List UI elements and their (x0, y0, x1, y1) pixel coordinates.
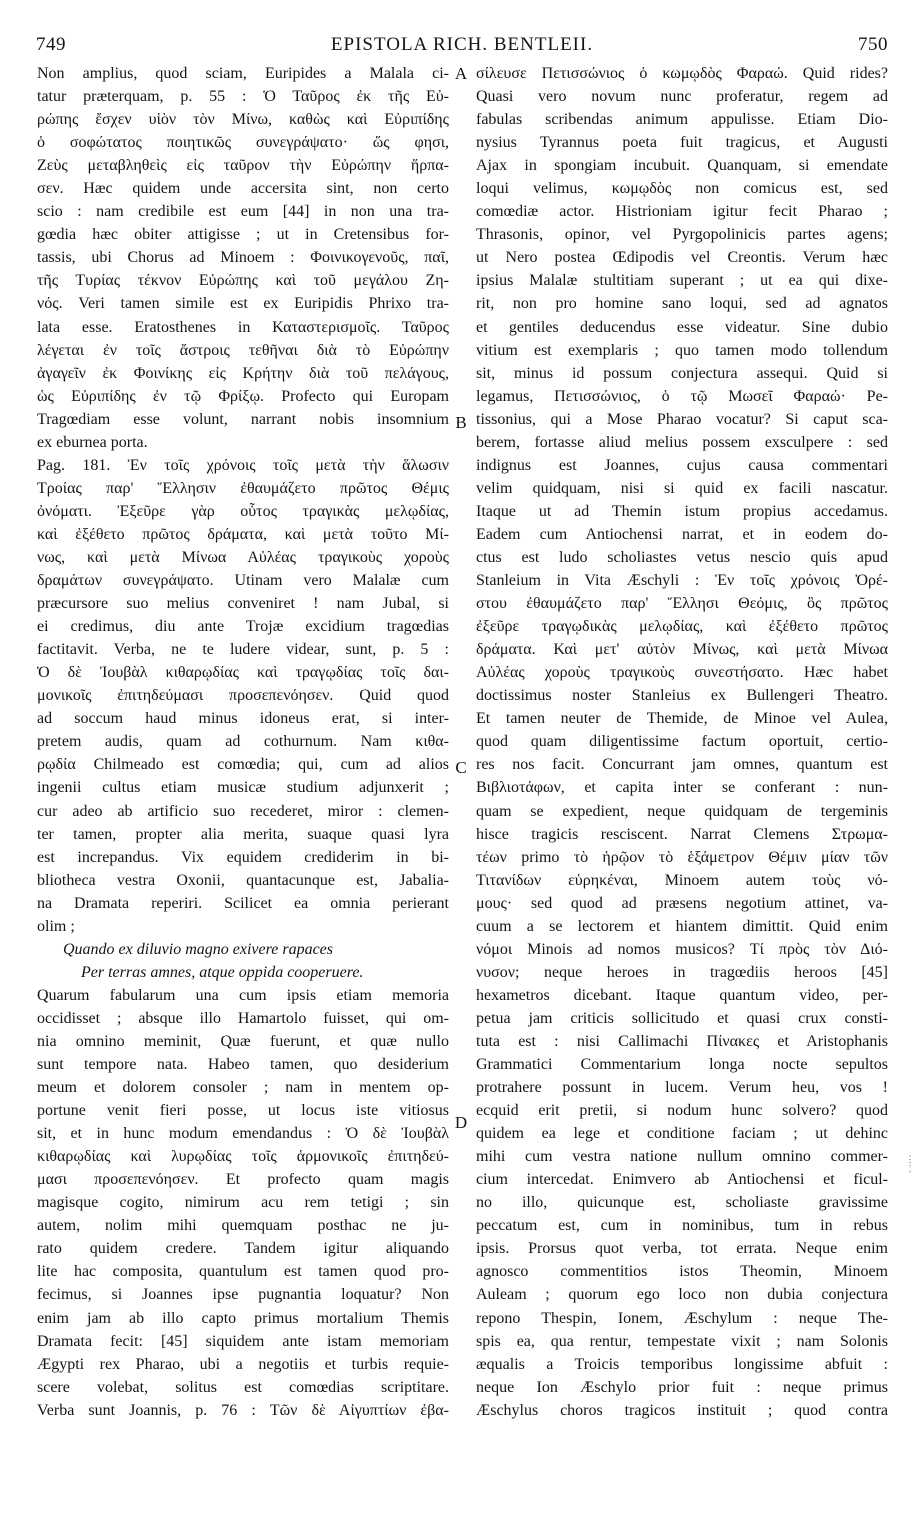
text-line: Thrasonis, opinor, vel Pyrgopolinicis partes agens; (476, 226, 888, 244)
text-line: protrahere possunt in lucem. Verum heu, vos ! (476, 1079, 888, 1097)
text-line: repono Thespin, Ionem, Æschylum : neque The- (476, 1309, 888, 1327)
text-line: scio : nam credibile est eum [44] in non una tra- (37, 203, 449, 221)
text-line: quidem ea lege et conditione faciam ; ut dehinc (476, 1125, 888, 1143)
section-mark-d: D (454, 1113, 468, 1132)
text-line: κιθαρῳδίας καὶ λυρῳδίας τοῖς ἁρμονικοῖς ἐπιτηδεύ- (37, 1148, 449, 1166)
text-line: ipsis. Prorsus quot verba, tot errata. Neque enim (476, 1240, 888, 1258)
page-number-right: 750 (858, 34, 888, 55)
text-line: νός. Veri tamen simile est ex Euripidis Phrixo tra- (37, 295, 449, 313)
text-line: et gentiles deducendus esse videatur. Sine dubio (476, 318, 888, 336)
text-line: præcursore suo melius conveniret ! nam Jubal, si (37, 595, 449, 613)
text-line: portune venit fieri posse, ut locus iste vitiosus (37, 1102, 449, 1120)
section-mark-c: C (455, 758, 467, 777)
text-line: ὡς Εὐριπίδης ἐν τῷ Φρίξῳ. Profecto qui Europam (37, 387, 449, 405)
text-line: enim jam ab illo capto primus mortalium Themis (37, 1309, 449, 1327)
text-line: Grammatici Commentarium longa nocte sepultos (476, 1056, 888, 1074)
text-line: σεν. Hæc quidem unde accersita sint, non certo (37, 180, 449, 198)
text-line: loqui velimus, κωμῳδὸς non comicus est, sed (476, 180, 888, 198)
text-line: λέγεται ἐν τοῖς ἄστροις τεθῆναι διὰ τὸ Εὐρώπην (37, 341, 449, 359)
text-line: Ζεὺς μεταβληθεὶς εἰς ταῦρον τὴν Εὐρώπην ἥρπα- (37, 157, 449, 175)
text-line: ἀγαγεῖν ἐκ Φοινίκης εἰς Κρήτην διὰ τοῦ πελάγους, (37, 364, 449, 382)
text-line: Itaque ut ad Themin istum propius accedamus. (476, 502, 888, 520)
text-line: æqualis a Troicis temporibus longissime abfuit : (476, 1355, 888, 1373)
text-line: scere volebat, solitus est comœdias scriptitare. (37, 1378, 449, 1396)
text-line: νυσον; neque heroes in tragœdiis heroos [45] (476, 963, 888, 981)
text-line: Dramata fecit: [45] siquidem ante istam memoriam (37, 1332, 449, 1350)
text-line: no illo, quicunque est, scholiaste gravissime (476, 1194, 888, 1212)
text-line: στου ἐθαυμάζετο παρ' Ἕλλησι Θεόμις, ὃς πρῶτος (476, 595, 888, 613)
text-line: ex eburnea porta. (37, 433, 148, 451)
text-line: ἐξεῦρε τραγῳδικὰς μελῳδίας, καὶ ἐξέθετο πρῶτος (476, 618, 888, 636)
text-line: neque Ion Æschylo prior fuit : neque primus (476, 1378, 888, 1396)
text-line: Ajax in spongiam incubuit. Quanquam, si emendate (476, 157, 888, 175)
text-line: tuta est : nisi Callimachi Πίνακες et Aristophanis (476, 1032, 888, 1050)
text-line: magisque cogito, nimirum acu rem tetigi ; sin (37, 1194, 449, 1212)
text-line: Ægypti rex Pharao, ubi a negotiis et turbis requie- (37, 1355, 449, 1373)
text-line: Αὐλέας χοροὺς τραγικοὺς συνεστήσατο. Hæc habet (476, 664, 888, 682)
page-number-left: 749 (36, 34, 66, 55)
text-line: tatur præterquam, p. 55 : Ὁ Ταῦρος ἐκ τῆς Εὐ- (37, 88, 449, 106)
text-line: ingenii cultus etiam musicæ studium adjunxerit ; (37, 779, 449, 797)
text-line: Non amplius, quod sciam, Euripides a Malala ci- (37, 65, 449, 82)
text-line: mihi cum vestra natione nullum omnino commer- (476, 1148, 888, 1166)
text-line: sunt tempore nata. Habeo tamen, quo desiderium (37, 1056, 449, 1074)
text-line: cur adeo ab artificio suo recederet, miror : clemen- (37, 802, 449, 820)
text-line: Æschylus choros tragicos instituit ; quod contra (476, 1401, 888, 1419)
text-line: fecimus, si Joannes ipse pugnantia loquatur? Non (37, 1286, 449, 1304)
text-line: tissonius, qui a Mose Pharao vocatur? Si caput sca- (476, 410, 888, 428)
text-line: velim quidquam, nisi si quid ex facili nascatur. (476, 479, 888, 497)
text-line: τέων primo τὸ ἡρῷον τὸ ἑξάμετρον Θέμιν μίαν τῶν (476, 848, 888, 866)
page-header (36, 34, 888, 58)
text-line: sit, et in hunc modum emendandus : Ὁ δὲ Ἰουβὰλ (37, 1125, 449, 1143)
text-line: hexametros dicebant. Itaque quantum video, per- (476, 986, 888, 1004)
text-line: vitium est exemplaris ; quo tamen modo tollendum (476, 341, 888, 359)
text-line: ctus est ludo scholiastes vetus nescio quis apud (476, 548, 888, 566)
text-line: peccatum est, cum in nominibus, tum in rebus (476, 1217, 888, 1235)
text-line: agnosco commentitios istos Theomin, Minoem (476, 1263, 888, 1281)
text-line: Τροίας παρ' Ἕλλησιν ἐθαυμάζετο πρῶτος Θέμις (37, 479, 449, 497)
text-line: nia omnino meminit, Quæ fuerunt, et quæ nullo (37, 1032, 449, 1050)
text-line: occidisset ; absque illo Hamartolo fuisset, qui om- (37, 1009, 449, 1027)
section-mark-b: B (455, 413, 467, 432)
text-line: δράματα. Καὶ μετ' αὐτὸν Μίνως, καὶ μετὰ Μίνωα (476, 641, 888, 659)
text-line: petua jam criticis sollicitudo et quasi crux consti- (476, 1009, 888, 1027)
text-line: autem, nolim mihi quemquam posthac ne ju- (37, 1217, 449, 1235)
text-line: δραμάτων συνεγράψατο. Utinam vero Malalæ cum (37, 572, 449, 590)
text-line: na Dramata reperiri. Scilicet ea omnia perierant (37, 894, 449, 912)
text-line: Τιτανίδων εὑρηκέναι, Minoem autem τοὺς νό- (476, 871, 888, 889)
text-line: ad soccum haud minus idoneus erat, si inter- (37, 710, 449, 728)
text-line: ὁ σοφώτατος ποιητικῶς συνεγράψατο· ὥς φησι, (37, 134, 449, 152)
text-line: meum et dolorem consoler ; nam in mentem op- (37, 1079, 449, 1097)
text-line: quod quam diligentissime factum oportuit, certio- (476, 733, 888, 751)
text-line: factitavit. Verba, ne te ludere videar, sunt, p. 5 : (37, 641, 449, 659)
text-line: gœdia hæc obiter attigisse ; ut in Cretensibus for- (37, 226, 449, 244)
text-line: σίλευσε Πετισσώνιος ὁ κωμῳδὸς Φαραώ. Quid rides? (476, 65, 888, 82)
text-line: ecquid erit pretii, si nodum hunc solvero? quod (476, 1102, 888, 1120)
text-line: rit, non pro homine sano loqui, sed ad agnatos (476, 295, 888, 313)
text-line: cuum a se lectorem et hiantem dimittit. Quid enim (476, 917, 888, 935)
text-line: spis ea, qua rentur, tempestate vixit ; nam Solonis (476, 1332, 888, 1350)
text-line: ter tamen, propter alia merita, suaque quasi lyra (37, 825, 449, 843)
left-column (37, 62, 449, 1422)
text-line: olim ; (37, 917, 75, 935)
text-line: νως, καὶ μετὰ Μίνωα Αὐλέας τραγικοὺς χοροὺς (37, 548, 449, 566)
text-line: ρῳδία Chilmeado est comœdia; qui, cum ad alios (37, 756, 449, 774)
text-line: καὶ ἐξέθετο πρῶτος δράματα, καὶ μετὰ τοῦτο Μί- (37, 525, 449, 543)
text-line: Tragœdiam esse volunt, narrant nobis insomnium (37, 410, 449, 428)
text-line: berem, fortasse aliud melius possem exsculpere : sed (476, 433, 888, 451)
text-line: ρώπης ἔσχεν υἱὸν τὸν Μίνω, καθὼς καὶ Εὐριπίδης (37, 111, 449, 129)
section-mark-a: A (454, 64, 468, 83)
text-line: μονικοῖς ἐπιτηδεύμασι προσεπενόησεν. Quid quod (37, 687, 449, 705)
text-line: quam se expedient, neque quidquam de tergeminis (476, 802, 888, 820)
text-line: Βιβλιοτάφων, et capita inter se conferant : nun- (476, 779, 888, 797)
text-line: hisce tragicis resciscent. Narrat Clemens Στρωμα- (476, 825, 888, 843)
text-line: pretem audis, quam ad cothurnum. Nam κιθα- (37, 733, 449, 751)
text-line: Et tamen neuter de Themide, de Minoe vel Aulea, (476, 710, 888, 728)
text-line: cium intercedat. Enimvero ab Antiochensi et ficul- (476, 1171, 888, 1189)
text-line: nysius Tyrannus poeta fuit tragicus, et Augusti (476, 134, 888, 152)
text-line: μασι προσεπενόησεν. Et profecto quam magis (37, 1171, 449, 1189)
text-line: tassis, ubi Chorus ad Minoem : Φοινικογενοῦς, παῖ, (37, 249, 449, 267)
text-line: ipsius Malalæ stultitiam superant ; ut ea qui dixe- (476, 272, 888, 290)
margin-note: ⋮ ¦ (905, 1154, 915, 1173)
text-line: doctissimus noster Stanleius ex Bullengeri Theatro. (476, 687, 888, 705)
text-line: fabulas scribendas animum appulisse. Etiam Dio- (476, 111, 888, 129)
text-line: Auleam ; quorum ego loco non dubia conjectura (476, 1286, 888, 1304)
text-line: sit, minus id possum conjectura assequi. Quid si (476, 364, 888, 382)
running-title: EPISTOLA RICH. BENTLEII. (330, 34, 594, 55)
text-line: Per terras amnes, atque oppida cooperuere. (81, 963, 364, 981)
text-line: lite hac composita, quantulum est tamen quod pro- (37, 1263, 449, 1281)
text-line: Quasi vero novum nunc proferatur, regem ad (476, 88, 888, 106)
right-column (476, 62, 888, 1422)
text-line: Eadem cum Antiochensi narrat, et in eodem do- (476, 525, 888, 543)
text-line: τῆς Τυρίας τέκνον Εὐρώπης καὶ τοῦ μεγάλου Ζη- (37, 272, 449, 290)
text-line: ὀνόματι. Ἐξεῦρε γὰρ οὗτος τραγικὰς μελῳδίας, (37, 502, 449, 520)
text-line: indignus est Joannes, cujus causa commentari (476, 456, 888, 474)
text-line: ut Nero postea Œdipodis vel Creontis. Verum hæc (476, 249, 888, 267)
text-line: legamus, Πετισσώνιος, ὁ τῷ Μωσεῖ Φαραώ· Pe- (476, 387, 888, 405)
text-line: Quando ex diluvio magno exivere rapaces (63, 940, 333, 958)
text-line: Stanleium in Vita Æschyli : Ἐν τοῖς χρόνοις Ὀρέ- (476, 572, 888, 590)
text-line: lata esse. Eratosthenes in Καταστερισμοῖς. Ταῦρος (37, 318, 449, 336)
text-line: μους· sed quod ad præsens negotium attinet, va- (476, 894, 888, 912)
text-line: res nos facit. Concurrant jam omnes, quantum est (476, 756, 888, 774)
text-line: ei credimus, diu ante Trojæ excidium tragœdias (37, 618, 449, 636)
text-line: Verba sunt Joannis, p. 76 : Τῶν δὲ Αἰγυπτίων ἐβα- (37, 1401, 449, 1419)
text-line: Pag. 181. Ἐν τοῖς χρόνοις τοῖς μετὰ τὴν ἅλωσιν (37, 456, 449, 474)
text-line: νόμοι Minois ad nomos musicos? Τί πρὸς τὸν Διό- (476, 940, 888, 958)
text-line: comœdiæ actor. Histrioniam igitur fecit Pharao ; (476, 203, 888, 221)
text-line: bliotheca vestra Oxonii, quantacunque est, Jabalia- (37, 871, 449, 889)
text-line: est increpandus. Vix equidem crediderim in bi- (37, 848, 449, 866)
text-line: Ὁ δὲ Ἰουβὰλ κιθαρῳδίας καὶ τραγῳδίας τοῖς δαι- (37, 664, 449, 682)
text-line: rato quidem credere. Tandem igitur aliquando (37, 1240, 449, 1258)
text-line: Quarum fabularum una cum ipsis etiam memoria (37, 986, 449, 1004)
